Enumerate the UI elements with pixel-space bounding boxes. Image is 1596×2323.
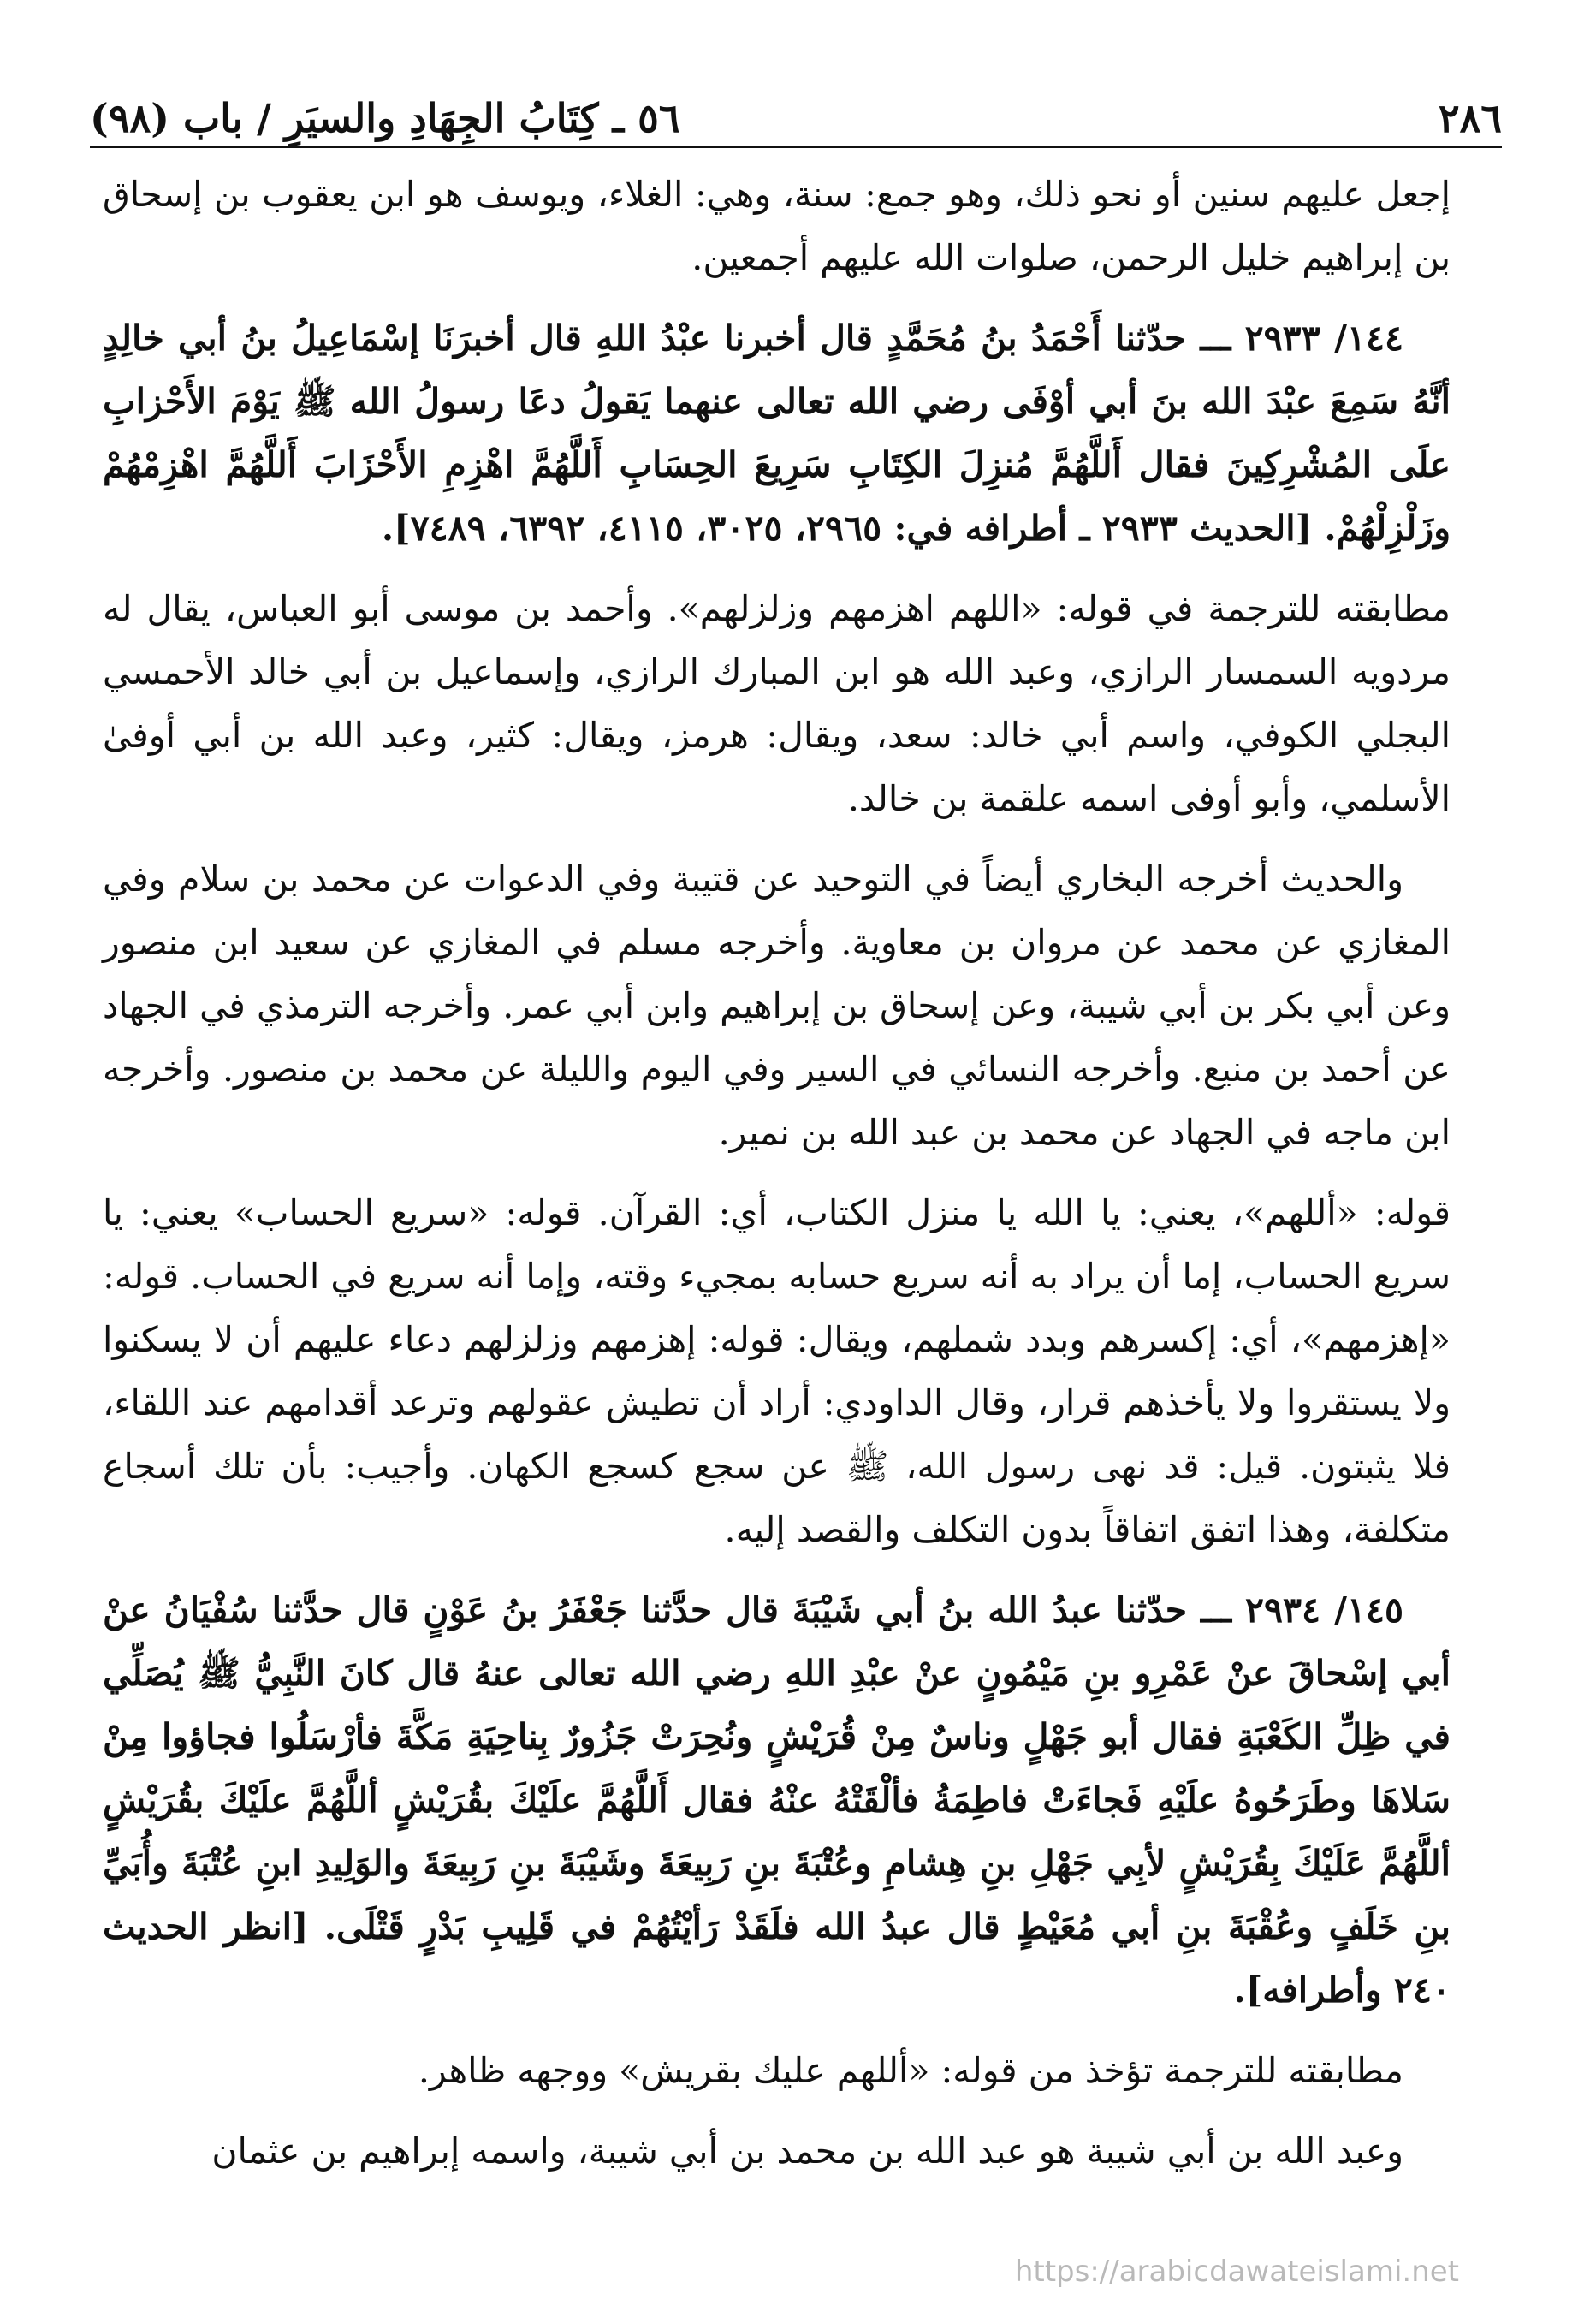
running-title: ٥٦ ـ كِتَابُ الجِهَادِ والسيَرِ / باب (٩٨) [90,95,680,141]
hadith-2933: ١٤٤/ ٢٩٣٣ ـــ حدّثنا أَحْمَدُ بنُ مُحَمَّدٍ قال أخبرنا عبْدُ اللهِ قال أخبرَنَا إسْمَاعِيلُ بنُ أبي خالِدٍ أنَّهُ سَمِعَ عبْدَ الله بنَ أبي أوْفَى رضي الله تعالى عنهما يَقولُ دعَا رسولُ الله ﷺ يَوْمَ الأَحْزابِ علَى المُشْرِكِينَ فقال أَللَّهُمَّ مُنزِلَ الكِتَابِ سَرِيعَ الحِسَابِ أَللَّهُمَّ اهْزِمِ الأَحْزَابَ أَللَّهُمَّ اهْزِمْهُمْ وزَلْزِلْهُمْ. [الحديث ٢٩٣٣ ـ أطرافه في: ٢٩٦٥، ٣٠٢٥، ٤١١٥، ٦٣٩٢، ٧٤٨٩]. [103,318,1451,549]
commentary-narrators-2934: وعبد الله بن أبي شيبة هو عبد الله بن محمد بن أبي شيبة، واسمه إبراهيم بن عثمان [211,2130,1403,2172]
paragraph-intro: إجعل عليهم سنين أو نحو ذلك، وهو جمع: سنة، وهي: الغلاء، ويوسف هو ابن يعقوب بن إسحاق بن إبراهيم خليل الرحمن، صلوات الله عليهم أجمعين. [103,174,1451,278]
hadith-2934: ١٤٥/ ٢٩٣٤ ـــ حدّثنا عبدُ الله بنُ أبي شَيْبَةَ قال حدَّثنا جَعْفَرُ بنُ عَوْنٍ قال حدَّثنا سُفْيَانُ عنْ أبي إسْحاقَ عنْ عَمْرِو بنِ مَيْمُونٍ عنْ عبْدِ اللهِ رضي الله تعالى عنهُ قال كانَ النَّبِيُّ ﷺ يُصَلِّي في ظِلِّ الكَعْبَةِ فقال أبو جَهْلٍ وناسٌ مِنْ قُرَيْشٍ ونُحِرَتْ جَزُورٌ بِناحِيَةِ مَكَّةَ فأرْسَلُوا فجاؤوا مِنْ سَلاهَا وطَرَحُوهُ علَيْهِ فَجاءَتْ فاطِمَةُ فألْقَتْهُ عنْهُ فقال أَللَّهُمَّ علَيْكَ بقُرَيْشٍ أللَّهُمَّ علَيْكَ بقُرَيْشٍ أللَّهُمَّ عَلَيْكَ بِقُرَيْشٍ لأبِي جَهْلِ بنِ هِشامِ وعُتْبَةَ بنِ رَبِيعَةَ وشَيْبَةَ بنِ رَبِيعَةَ والوَلِيدِ ابنِ عُتْبَةَ وأُبَيِّ بنِ خَلَفٍ وعُقْبَةَ بنِ أبي مُعَيْطٍ قال عبدُ الله فلَقَدْ رَأيْتُهُمْ في قَلِيبِ بَدْرٍ قَتْلَى. [انظر الحديث ٢٤٠ وأطرافه]. [103,1589,1451,2011]
commentary-tarjama-2934: مطابقته للترجمة تؤخذ من قوله: «أللهم عليك بقريش» ووجهه ظاهر. [418,2050,1403,2091]
commentary-words-2933: قوله: «أللهم»، يعني: يا الله يا منزل الكتاب، أي: القرآن. قوله: «سريع الحساب» يعني: يا سريع الحساب، إما أن يراد به أنه سريع حسابه بمجيء وقته، وإما أنه سريع في الحساب. قوله: «إهزمهم»، أي: إكسرهم وبدد شملهم، ويقال: قوله: إهزمهم وزلزلهم دعاء عليهم أن لا يسكنوا ولا يستقروا ولا يأخذهم قرار، وقال الداودي: أراد أن تطيش عقولهم وترعد أقدامهم عند اللقاء، فلا يثبتون. قيل: قد نهى رسول الله، ﷺ عن سجع كسجع الكهان. وأجيب: بأن تلك أسجاع متكلفة، وهذا اتفق اتفاقاً بدون التكلف والقصد إليه. [103,1192,1451,1550]
commentary-tarjama-2933: مطابقته للترجمة في قوله: «اللهم اهزمهم وزلزلهم». وأحمد بن موسى أبو العباس، يقال له مردويه السمسار الرازي، وعبد الله هو ابن المبارك الرازي، وإسماعيل بن أبي خالد الأحمسي البجلي الكوفي، واسم أبي خالد: سعد، ويقال: هرمز، ويقال: كثير، وعبد الله بن أبي أوفىٰ الأسلمي، وأبو أوفى اسمه علقمة بن خالد. [103,588,1451,819]
commentary-takhrij-2933: والحديث أخرجه البخاري أيضاً في التوحيد عن قتيبة وفي الدعوات عن محمد بن سلام وفي المغازي عن محمد عن مروان بن معاوية. وأخرجه مسلم في المغازي عن سعيد ابن منصور وعن أبي بكر بن أبي شيبة، وعن إسحاق بن إبراهيم وابن أبي عمر. وأخرجه الترمذي في الجهاد عن أحمد بن منيع. وأخرجه النسائي في السير وفي اليوم والليلة عن محمد بن منصور. وأخرجه ابن ماجه في الجهاد عن محمد بن عبد الله بن نمير. [103,858,1451,1153]
page-header [90,81,1502,141]
header-divider [90,146,1502,148]
page-body [103,163,1451,2183]
page-number: ٢٨٦ [1438,95,1502,141]
watermark-url: https://arabicdawateislami.net [1014,2255,1459,2289]
